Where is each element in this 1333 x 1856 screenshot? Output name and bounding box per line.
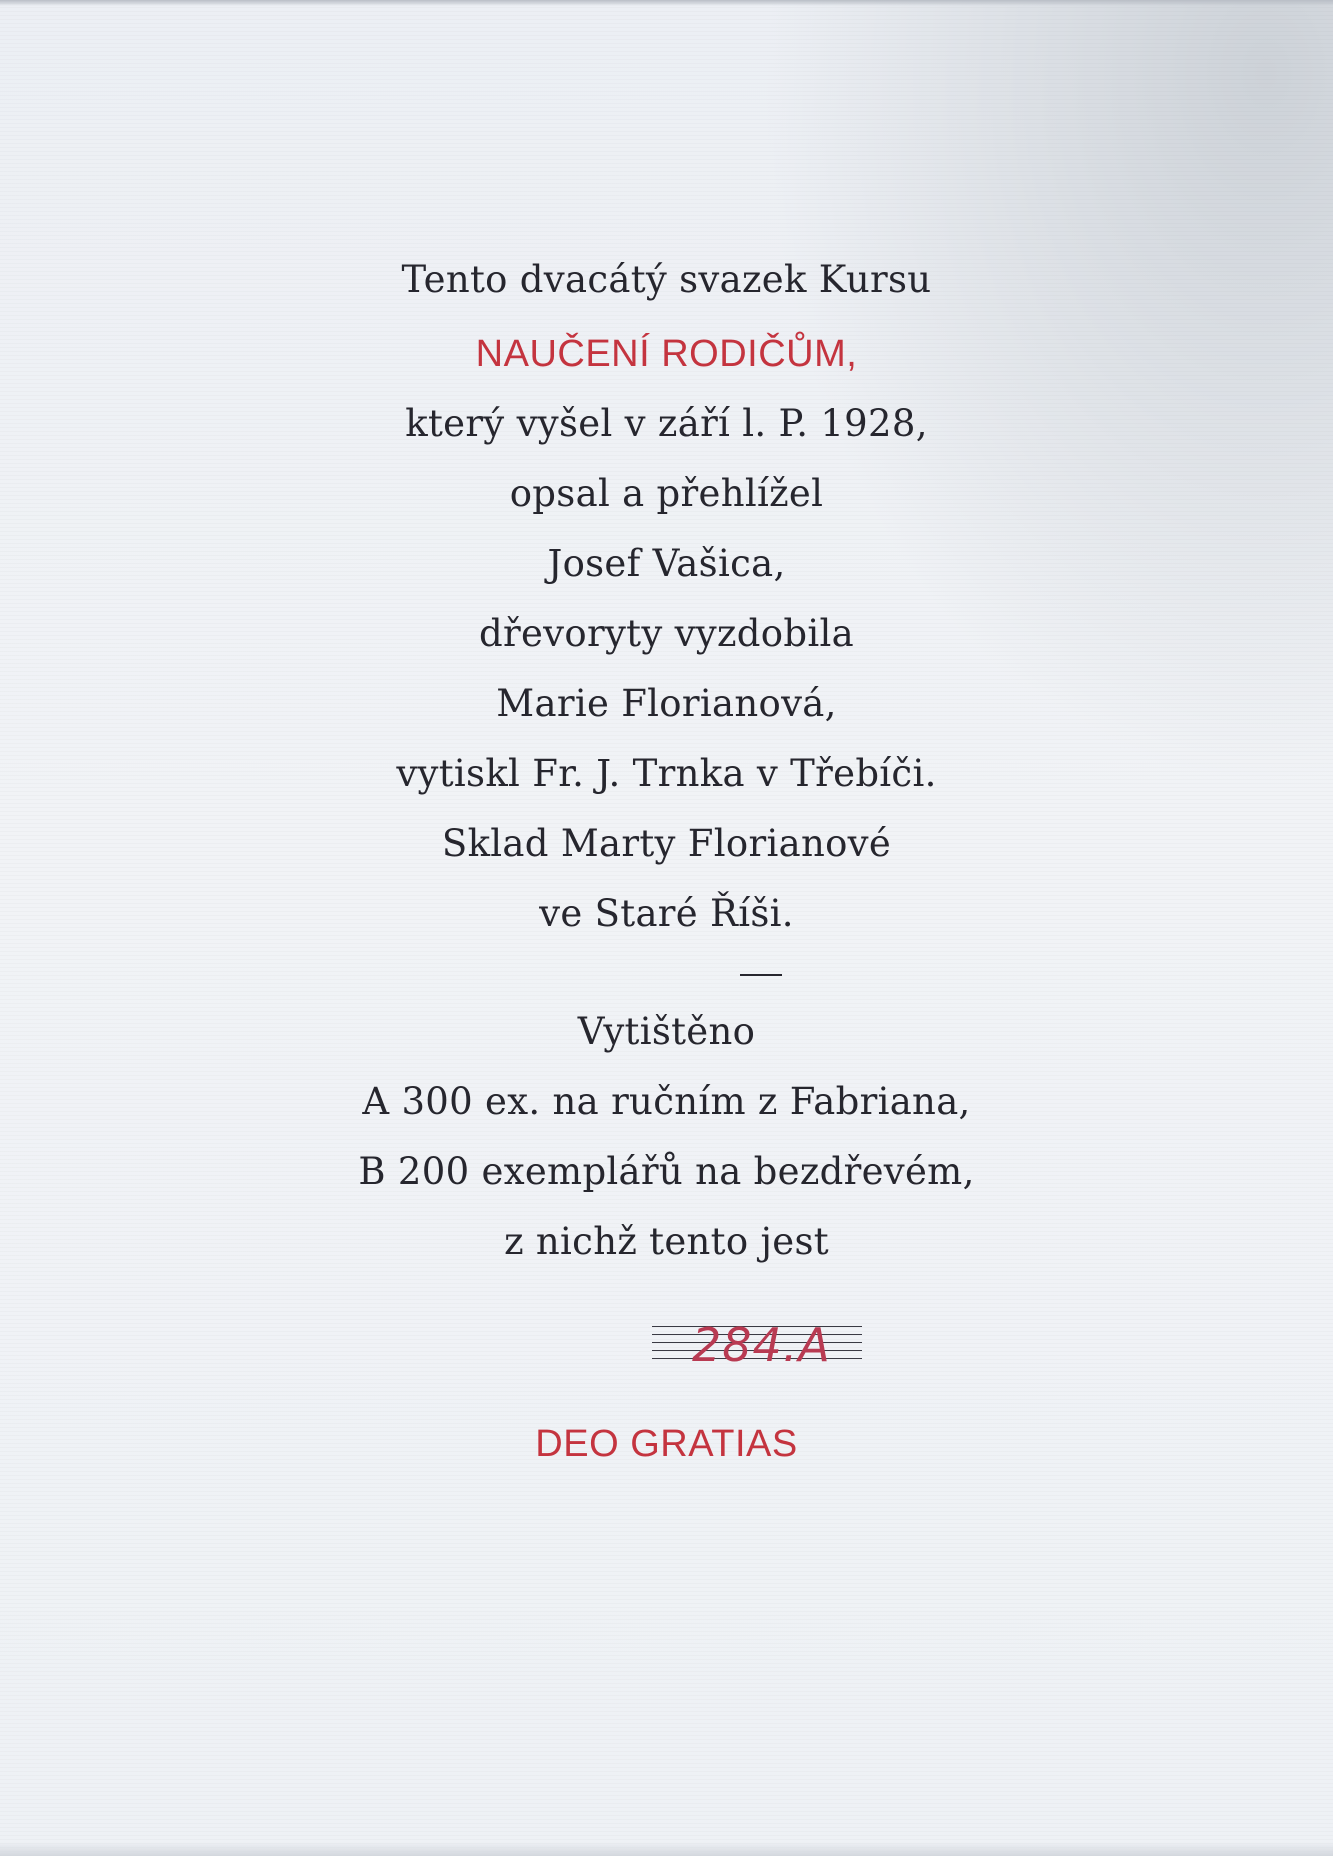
copy-number-field — [652, 1318, 862, 1372]
colophon-line-place: ve Staré Říši. — [539, 892, 794, 935]
colophon-line-woodcuts: dřevoryty vyzdobila — [479, 612, 854, 655]
colophon-line-illustrator: Marie Florianová, — [496, 682, 837, 725]
edition-line-b: B 200 exemplářů na bezdřevém, — [358, 1150, 975, 1193]
colophon-line-volume: Tento dvacátý svazek Kursu — [401, 258, 932, 301]
handwritten-copy-number: 284.A — [692, 1318, 831, 1372]
colophon-line-published: který vyšel v září l. P. 1928, — [405, 402, 928, 445]
edition-line-copy: z nichž tento jest — [504, 1220, 829, 1263]
page-bottom-edge — [0, 1842, 1333, 1856]
colophon-book-title: NAUČENÍ RODIČŮM, — [475, 333, 858, 375]
colophon-line-warehouse: Sklad Marty Florianové — [441, 822, 892, 865]
colophon-line-editor: Josef Vašica, — [547, 542, 786, 585]
section-divider — [740, 974, 782, 976]
page-top-edge — [0, 0, 1333, 6]
colophon-line-printer: vytiskl Fr. J. Trnka v Třebíči. — [396, 752, 937, 795]
colophon-line-copied: opsal a přehlížel — [509, 472, 824, 515]
edition-line-a: A 300 ex. na ručním z Fabriana, — [362, 1080, 971, 1123]
edition-heading: Vytištěno — [577, 1010, 756, 1053]
closing-deo-gratias: DEO GRATIAS — [535, 1423, 798, 1465]
